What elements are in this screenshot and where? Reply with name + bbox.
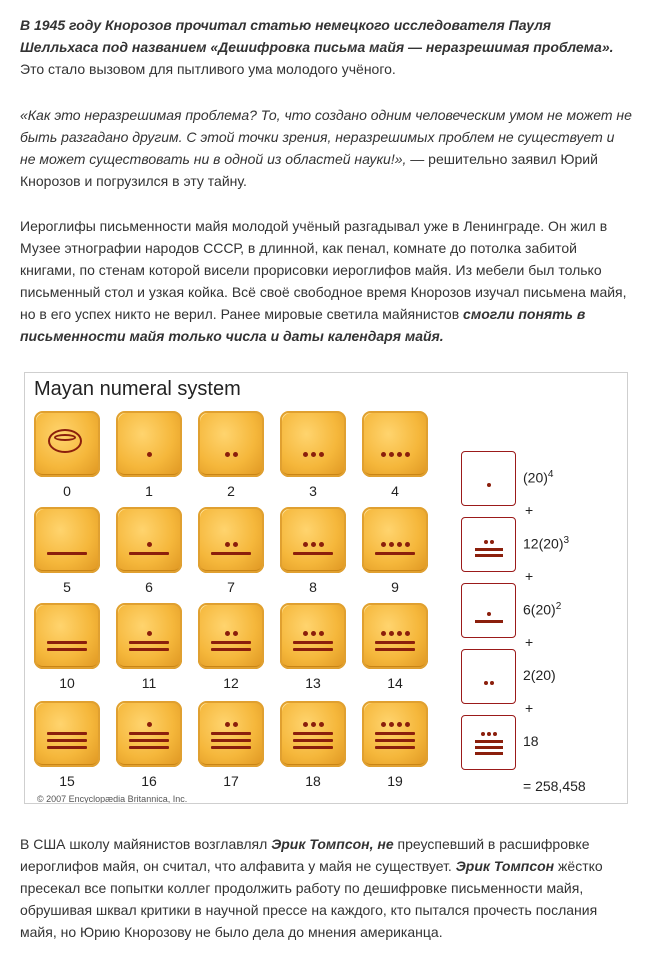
dot: [397, 631, 402, 636]
bar-stroke: [129, 648, 169, 651]
dot-row: [462, 612, 515, 616]
numeral-glyph-16: [116, 701, 182, 767]
dot: [397, 722, 402, 727]
term-base: (20): [523, 469, 548, 486]
dot: [225, 631, 230, 636]
numeral-label: 7: [227, 579, 235, 595]
outro-text-3: жёстко пресекал все попытки коллег продолжить работу по дешифровке письменности майя, обрушивая шквал критики в научной прессе на каждого, кто пытался прочесть послания майя, но Юрию Кнорозову не было дела до мнения американца.: [20, 858, 603, 940]
numeral-glyph-3: [280, 411, 346, 477]
bar-stroke: [293, 739, 333, 742]
numeral-label: 12: [223, 675, 239, 691]
dot-row: [198, 631, 264, 636]
bar-stroke: [47, 552, 87, 555]
numeral-glyph-13: [280, 603, 346, 669]
bar-stroke: [293, 641, 333, 644]
bar-stroke: [375, 641, 415, 644]
numeral-label: 5: [63, 579, 71, 595]
dot: [389, 631, 394, 636]
numeral-glyph-7: [198, 507, 264, 573]
term-exponent: 2: [555, 601, 562, 612]
dot: [225, 542, 230, 547]
numeral-label: 6: [145, 579, 153, 595]
dot: [397, 452, 402, 457]
numeral-label: 18: [305, 773, 321, 789]
dot-row: [362, 452, 428, 457]
numeral-glyph-11: [116, 603, 182, 669]
positional-glyph: [461, 583, 516, 638]
dot: [147, 542, 152, 547]
dot: [303, 722, 308, 727]
bar-stroke: [375, 552, 415, 555]
bar-stroke: [47, 746, 87, 749]
numeral-label: 8: [309, 579, 317, 595]
dot-row: [116, 722, 182, 727]
dot: [405, 722, 410, 727]
dot: [405, 452, 410, 457]
numeral-label: 0: [63, 483, 71, 499]
dot: [389, 452, 394, 457]
dot: [311, 631, 316, 636]
positional-term: [523, 667, 556, 683]
bar-stroke: [475, 740, 503, 743]
dot: [493, 732, 497, 736]
dot: [487, 483, 491, 487]
leningrad-emphasis: смогли понять в письменности майя только числа и даты календаря майя.: [20, 306, 586, 344]
bar-stroke: [129, 739, 169, 742]
dot: [484, 540, 488, 544]
bar-stroke: [475, 548, 503, 551]
dot: [311, 722, 316, 727]
dot: [381, 631, 386, 636]
dot-row: [116, 452, 182, 457]
bar-stroke: [293, 732, 333, 735]
dot-row: [362, 722, 428, 727]
dot: [381, 452, 386, 457]
bar-stroke: [293, 648, 333, 651]
dot: [319, 722, 324, 727]
bar-stroke: [211, 641, 251, 644]
dot: [319, 631, 324, 636]
intro-text: Это стало вызовом для пытливого ума молодого учёного.: [20, 61, 396, 77]
numeral-glyph-0: [34, 411, 100, 477]
dot-row: [462, 732, 515, 736]
numeral-glyph-12: [198, 603, 264, 669]
numeral-glyph-14: [362, 603, 428, 669]
numeral-label: 13: [305, 675, 321, 691]
dot: [405, 542, 410, 547]
numeral-label: 15: [59, 773, 75, 789]
numeral-label: 2: [227, 483, 235, 499]
dot: [233, 452, 238, 457]
term-base: (20): [538, 535, 564, 552]
dot: [233, 722, 238, 727]
dot: [225, 722, 230, 727]
numeral-glyph-19: [362, 701, 428, 767]
dot: [490, 540, 494, 544]
dot: [490, 681, 494, 685]
dot: [311, 452, 316, 457]
dot-row: [280, 722, 346, 727]
numeral-glyph-2: [198, 411, 264, 477]
numeral-label: 10: [59, 675, 75, 691]
dot: [311, 542, 316, 547]
bar-stroke: [375, 648, 415, 651]
outro-thompson-1: Эрик Томпсон, не: [271, 836, 394, 852]
dot: [389, 542, 394, 547]
bar-stroke: [47, 732, 87, 735]
dot-row: [116, 631, 182, 636]
outro-text-1: В США школу майянистов возглавлял: [20, 836, 272, 852]
bar-stroke: [47, 739, 87, 742]
dot-row: [462, 681, 515, 685]
bar-stroke: [129, 641, 169, 644]
bar-stroke: [211, 732, 251, 735]
bar-stroke: [129, 732, 169, 735]
positional-glyph: [461, 649, 516, 704]
dot-row: [116, 542, 182, 547]
numeral-glyph-4: [362, 411, 428, 477]
numeral-glyph-8: [280, 507, 346, 573]
dot: [319, 452, 324, 457]
dot: [303, 631, 308, 636]
positional-term: [523, 535, 569, 552]
dot: [381, 722, 386, 727]
dot: [484, 681, 488, 685]
numeral-glyph-6: [116, 507, 182, 573]
numeral-label: 4: [391, 483, 399, 499]
dot-row: [280, 542, 346, 547]
positional-glyph: [461, 451, 516, 506]
dot-row: [198, 722, 264, 727]
numeral-label: 9: [391, 579, 399, 595]
figure-copyright: © 2007 Encyclopædia Britannica, Inc.: [37, 794, 188, 804]
leningrad-text: Иероглифы письменности майя молодой учёный разгадывал уже в Ленинграде. Он жил в Музее этнографии народов СССР, в длинной, как пенал, комнате до потолка забитой книгами, по стенам которой висели прорисовки иероглифов майя. Из мебели был только письменный стол и узкая койка. Всё своё свободное время Кнорозов изучал письмена майя, но в его успех никто не верил. Ранее мировые светила майянистов: [20, 218, 627, 322]
dot: [487, 612, 491, 616]
numeral-glyph-17: [198, 701, 264, 767]
numeral-label: 1: [145, 483, 153, 499]
intro-bold-italic: В 1945 году Кнорозов прочитал статью немецкого исследователя Пауля Шелльхаса под названием «Дешифровка письма майя — неразрешимая проблема».: [20, 17, 614, 55]
dot-row: [198, 452, 264, 457]
term-base: (20): [530, 667, 556, 683]
numeral-label: 19: [387, 773, 403, 789]
plus-sign: +: [525, 568, 534, 584]
quote-text: «Как это неразрешимая проблема? То, что создано одним человеческим умом не может не быть разгадано другим. С этой точки зрения, неразрешимых проблем не существует и не может существовать ни в одной из областей науки!»,: [20, 107, 632, 167]
bar-stroke: [47, 641, 87, 644]
dot: [233, 631, 238, 636]
bar-stroke: [475, 620, 503, 623]
outro-thompson-2: Эрик Томпсон: [455, 858, 555, 874]
numeral-label: 16: [141, 773, 157, 789]
numeral-glyph-10: [34, 603, 100, 669]
numeral-glyph-1: [116, 411, 182, 477]
quote-attribution: — решительно заявил Юрий Кнорозов и погрузился в эту тайну.: [20, 151, 598, 189]
dot-row: [462, 540, 515, 544]
bar-stroke: [293, 552, 333, 555]
numeral-glyph-5: [34, 507, 100, 573]
numeral-label: 14: [387, 675, 403, 691]
bar-stroke: [129, 552, 169, 555]
bar-stroke: [375, 746, 415, 749]
bar-stroke: [475, 746, 503, 749]
outro-text-2: преуспевший в расшифровке иероглифов майя, он считал, что алфавита у майя не существует.: [20, 836, 590, 874]
dot: [397, 542, 402, 547]
term-coefficient: 12: [523, 535, 539, 552]
bar-stroke: [211, 746, 251, 749]
positional-glyph: [461, 517, 516, 572]
dot: [147, 722, 152, 727]
dot: [487, 732, 491, 736]
bar-stroke: [129, 746, 169, 749]
dot-row: [280, 631, 346, 636]
term-coefficient: 18: [523, 733, 539, 749]
dot: [225, 452, 230, 457]
intro-paragraph-1: [20, 14, 632, 80]
bar-stroke: [47, 648, 87, 651]
numeral-label: 3: [309, 483, 317, 499]
term-exponent: 3: [563, 535, 570, 546]
outro-paragraph: [20, 833, 632, 943]
numeral-label: 11: [141, 675, 157, 691]
bar-stroke: [375, 732, 415, 735]
dot-row: [280, 452, 346, 457]
term-coefficient: 2: [523, 667, 531, 683]
dot-row: [362, 542, 428, 547]
dot: [381, 542, 386, 547]
bar-stroke: [211, 739, 251, 742]
positional-total: = 258,458: [523, 778, 586, 794]
plus-sign: +: [525, 700, 534, 716]
figure-title: Mayan numeral system: [34, 378, 241, 400]
dot: [147, 452, 152, 457]
positional-term: [523, 601, 561, 618]
dot: [147, 631, 152, 636]
bar-stroke: [211, 552, 251, 555]
plus-sign: +: [525, 502, 534, 518]
numeral-glyph-18: [280, 701, 346, 767]
leningrad-paragraph: [20, 215, 632, 347]
dot-row: [198, 542, 264, 547]
bar-stroke: [293, 746, 333, 749]
term-base: (20): [530, 601, 556, 618]
positional-term: [523, 469, 553, 486]
bar-stroke: [375, 739, 415, 742]
term-coefficient: 6: [523, 601, 531, 618]
dot: [303, 542, 308, 547]
positional-glyph: [461, 715, 516, 770]
bar-stroke: [211, 648, 251, 651]
dot: [481, 732, 485, 736]
positional-term: [523, 733, 539, 749]
dot-row: [362, 631, 428, 636]
numeral-label: 17: [223, 773, 239, 789]
dot: [319, 542, 324, 547]
plus-sign: +: [525, 634, 534, 650]
bar-stroke: [475, 554, 503, 557]
dot-row: [462, 483, 515, 487]
shell-icon: [48, 429, 82, 453]
mayan-numeral-figure: [24, 372, 628, 804]
dot: [389, 722, 394, 727]
quote-paragraph: [20, 104, 632, 192]
numeral-glyph-9: [362, 507, 428, 573]
dot: [405, 631, 410, 636]
dot: [233, 542, 238, 547]
dot: [303, 452, 308, 457]
term-exponent: 4: [547, 469, 554, 480]
bar-stroke: [475, 752, 503, 755]
numeral-glyph-15: [34, 701, 100, 767]
